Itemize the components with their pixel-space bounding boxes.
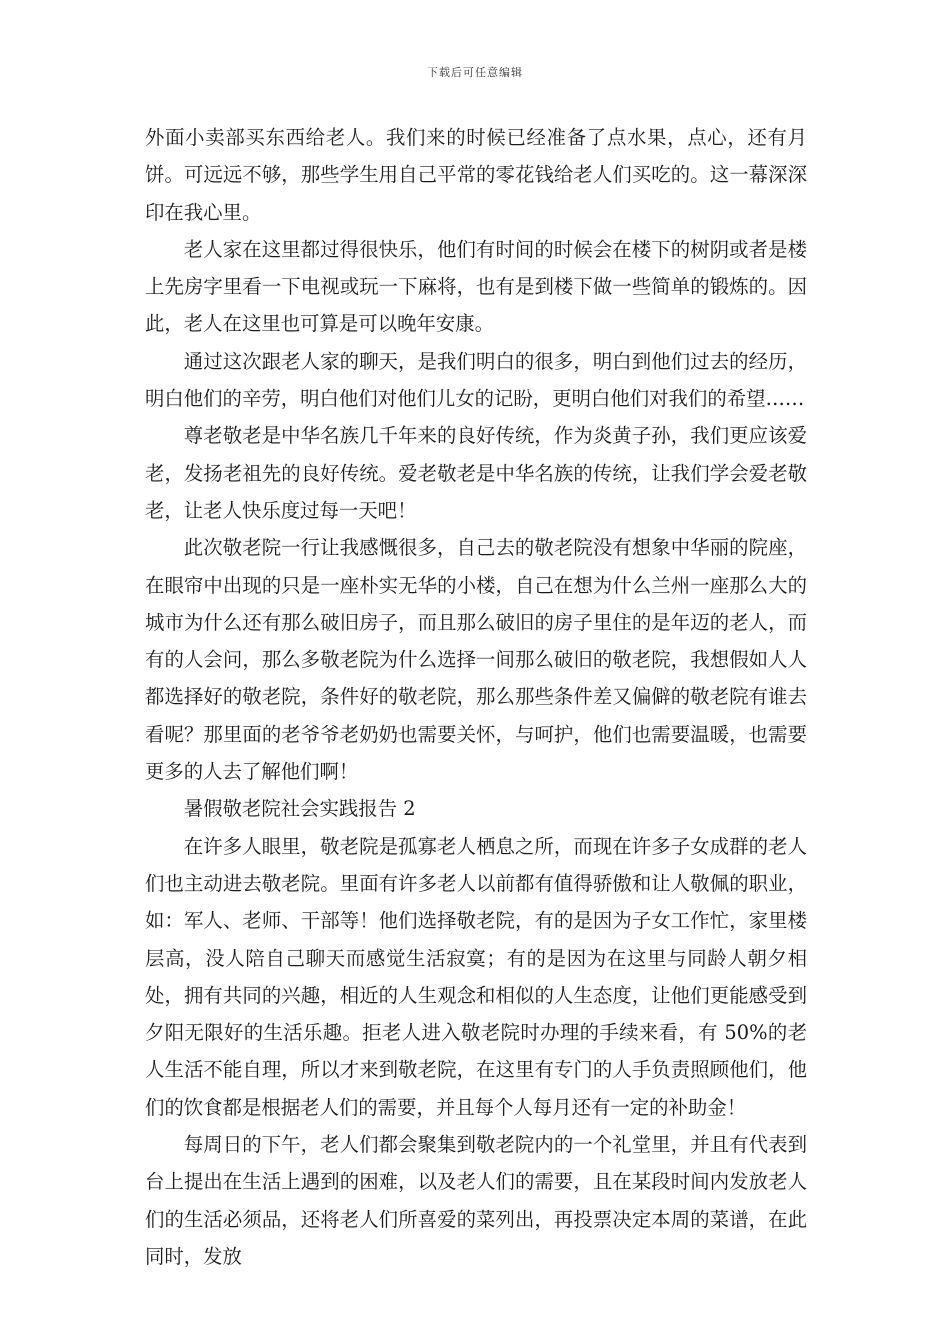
page-header: 下载后可任意编辑 (427, 66, 523, 79)
paragraph-4: 尊老敬老是中华名族几千年来的良好传统，作为炎黄子孙，我们更应该爱老，发扬老祖先的良好传统。爱老敬老是中华名族的传统，让我们学会爱老敬老，让老人快乐度过每一天吧！ (145, 424, 807, 522)
paragraph-1: 外面小卖部买东西给老人。我们来的时候已经准备了点水果，点心，还有月饼。可远远不够，那些学生用自己平常的零花钱给老人们买吃的。这一幕深深印在我心里。 (145, 126, 807, 224)
paragraph-7: 每周日的下午，老人们都会聚集到敬老院内的一个礼堂里，并且有代表到台上提出在生活上遇到的困难，以及老人们的需要，且在某段时间内发放老人们的生活必须品，还将老人们所喜爱的菜列出，再投票决定本周的菜谱，在此同时，发放 (145, 1133, 807, 1268)
paragraph-2: 老人家在这里都过得很快乐，他们有时间的时候会在楼下的树阴或者是楼上先房字里看一下电视或玩一下麻将，也有是到楼下做一些简单的锻炼的。因此，老人在这里也可算是可以晚年安康。 (145, 237, 807, 336)
paragraph-6: 在许多人眼里，敬老院是孤寡老人栖息之所，而现在许多子女成群的老人们也主动进去敬老院。里面有许多老人以前都有值得骄傲和让人敬佩的职业，如：军人、老师、干部等！他们选择敬老院，有的是因为子女工作忙，家里楼层高，没人陪自己聊天而感觉生活寂寞；有的是因为在这里与同龄人朝夕相处，拥有共同的兴趣，相近的人生观念和相似的人生态度，让他们更能感受到夕阳无限好的生活乐趣。拒老人进入敬老院时办理的手续来看，有 50%的老人生活不能自理，所以才来到敬老院，在这里有专门的人手负责照顾他们，他们的饮食都是根据老人们的需要，并且每个人每月还有一定的补助金！ (145, 834, 807, 1119)
paragraph-3: 通过这次跟老人家的聊天，是我们明白的很多，明白到他们过去的经历，明白他们的辛劳，明白他们对他们儿女的记盼，更明白他们对我们的希望…… (145, 349, 807, 411)
document-body (145, 119, 807, 1275)
paragraph-5: 此次敬老院一行让我感慨很多，自己去的敬老院没有想象中华丽的院座，在眼帘中出现的只是一座朴实无华的小楼，自己在想为什么兰州一座那么大的城市为什么还有那么破旧房子，而且那么破旧的房子里住的是年迈的老人，而有的人会问，那么多敬老院为什么选择一间那么破旧的敬老院，我想假如人人都选择好的敬老院，条件好的敬老院，那么那些条件差又偏僻的敬老院有谁去看呢？那里面的老爷爷老奶奶也需要关怀，与呵护，他们也需要温暖，也需要更多的人去了解他们啊！ (145, 536, 807, 784)
section-heading: 暑假敬老院社会实践报告 2 (183, 797, 416, 821)
